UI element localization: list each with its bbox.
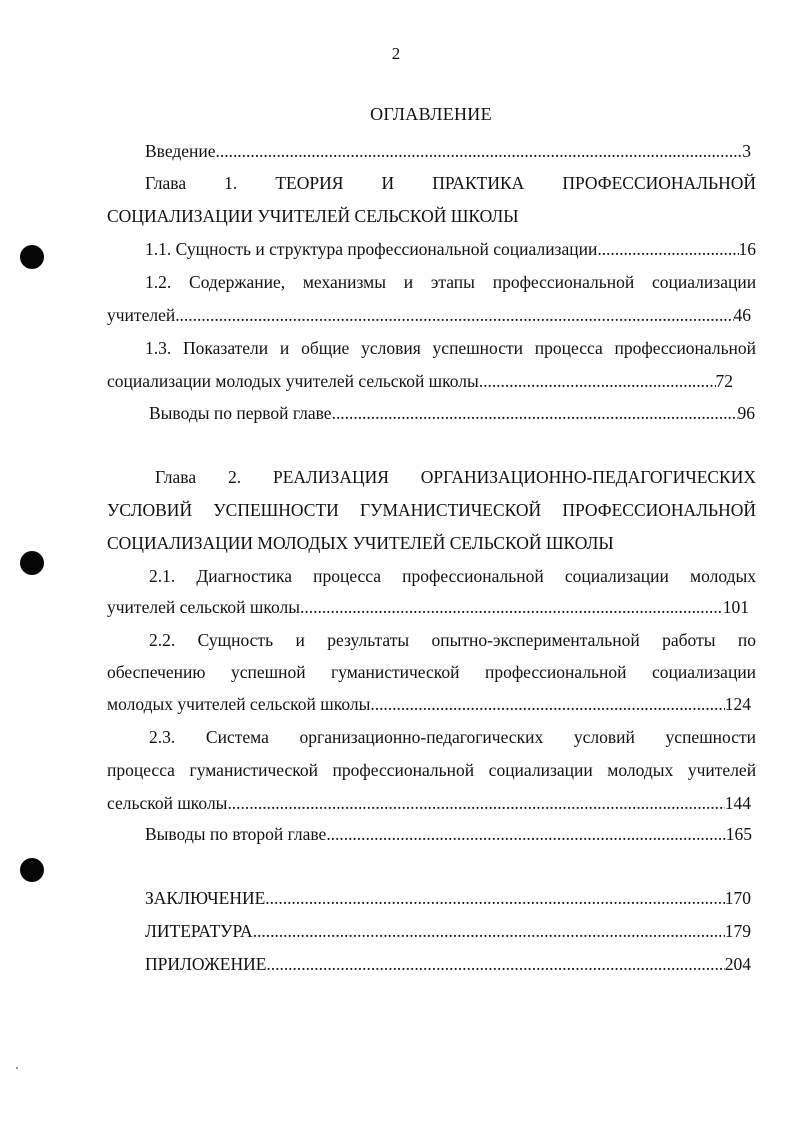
leader-dots — [332, 399, 738, 427]
toc-title: ОГЛАВЛЕНИЕ — [370, 104, 492, 124]
leader-dots — [479, 367, 716, 395]
toc-entry-2-2-line-1[interactable]: 2.2. Сущность и результаты опытно-экспериментальной работы по — [149, 630, 756, 650]
leader-dots — [175, 301, 733, 329]
toc-entry-2-3-line-3[interactable]: сельской школы . . . 144 — [107, 789, 751, 817]
toc-entry-chapter-2-conclusion[interactable]: Выводы по второй главе . . . 165 — [145, 820, 752, 848]
punch-hole — [20, 551, 44, 575]
toc-entry-appendix[interactable]: ПРИЛОЖЕНИЕ . . . 204 — [145, 950, 751, 978]
leader-dots — [309, 593, 723, 621]
toc-entry-1-2-line-2[interactable]: учителей . . . 46 — [107, 301, 751, 329]
toc-entry-1-3-line-1[interactable]: 1.3. Показатели и общие условия успешности процесса профессиональной — [145, 338, 756, 358]
punch-hole — [20, 858, 44, 882]
leader-dots — [216, 137, 743, 165]
toc-entry-1-2-line-1[interactable]: 1.2. Содержание, механизмы и этапы профессиональной социализации — [145, 272, 756, 292]
toc-entry-2-1-line-1[interactable]: 2.1. Диагностика процесса профессиональной социализации молодых — [149, 566, 756, 586]
chapter-2-heading-line-3: СОЦИАЛИЗАЦИИ МОЛОДЫХ УЧИТЕЛЕЙ СЕЛЬСКОЙ ШКОЛЫ — [107, 533, 614, 553]
toc-entry-page: 3 — [742, 141, 751, 161]
toc-entry-chapter-1-conclusion[interactable]: Выводы по первой главе . . . 96 — [149, 399, 755, 427]
chapter-2-heading-line-1: Глава 2. РЕАЛИЗАЦИЯ ОРГАНИЗАЦИОННО-ПЕДАГОГИЧЕСКИХ — [155, 467, 756, 487]
leader-dots — [326, 820, 725, 848]
leader-dots — [597, 235, 738, 263]
toc-entry-2-3-line-1[interactable]: 2.3. Система организационно-педагогических условий успешности — [149, 727, 756, 747]
leader-dots — [270, 884, 725, 912]
toc-entry-1-3-line-2[interactable]: социализации молодых учителей сельской школы . . . 72 — [107, 367, 733, 395]
scan-speck — [16, 1067, 18, 1069]
toc-entry-1-1[interactable]: 1.1. Сущность и структура профессиональной социализации . . . 16 — [145, 235, 756, 263]
punch-hole — [20, 245, 44, 269]
toc-entry-2-2-line-2[interactable]: обеспечению успешной гуманистической профессиональной социализации — [107, 662, 756, 682]
chapter-2-heading-line-2: УСЛОВИЙ УСПЕШНОСТИ ГУМАНИСТИЧЕСКОЙ ПРОФЕССИОНАЛЬНОЙ — [107, 500, 756, 520]
toc-entry-2-1-line-2[interactable]: учителей сельской школы.. . . . 101 — [107, 593, 749, 621]
page-number: 2 — [391, 44, 401, 63]
toc-entry-conclusion[interactable]: ЗАКЛЮЧЕНИЕ. . . . 170 — [145, 884, 751, 912]
leader-dots — [253, 917, 725, 945]
toc-entry-intro[interactable] — [145, 137, 751, 165]
leader-dots — [266, 950, 724, 978]
toc-entry-2-3-line-2[interactable]: процесса гуманистической профессиональной социализации молодых учителей — [107, 760, 756, 780]
leader-dots — [370, 690, 724, 718]
chapter-1-heading-line-1: Глава 1. ТЕОРИЯ И ПРАКТИКА ПРОФЕССИОНАЛЬНОЙ — [145, 173, 756, 193]
chapter-1-heading-line-2: СОЦИАЛИЗАЦИИ УЧИТЕЛЕЙ СЕЛЬСКОЙ ШКОЛЫ — [107, 206, 519, 226]
toc-entry-label: Введение — [145, 141, 216, 161]
leader-dots — [227, 789, 724, 817]
toc-entry-literature[interactable]: ЛИТЕРАТУРА . . . 179 — [145, 917, 751, 945]
toc-entry-2-2-line-3[interactable]: молодых учителей сельской школы . . . 124 — [107, 690, 751, 718]
